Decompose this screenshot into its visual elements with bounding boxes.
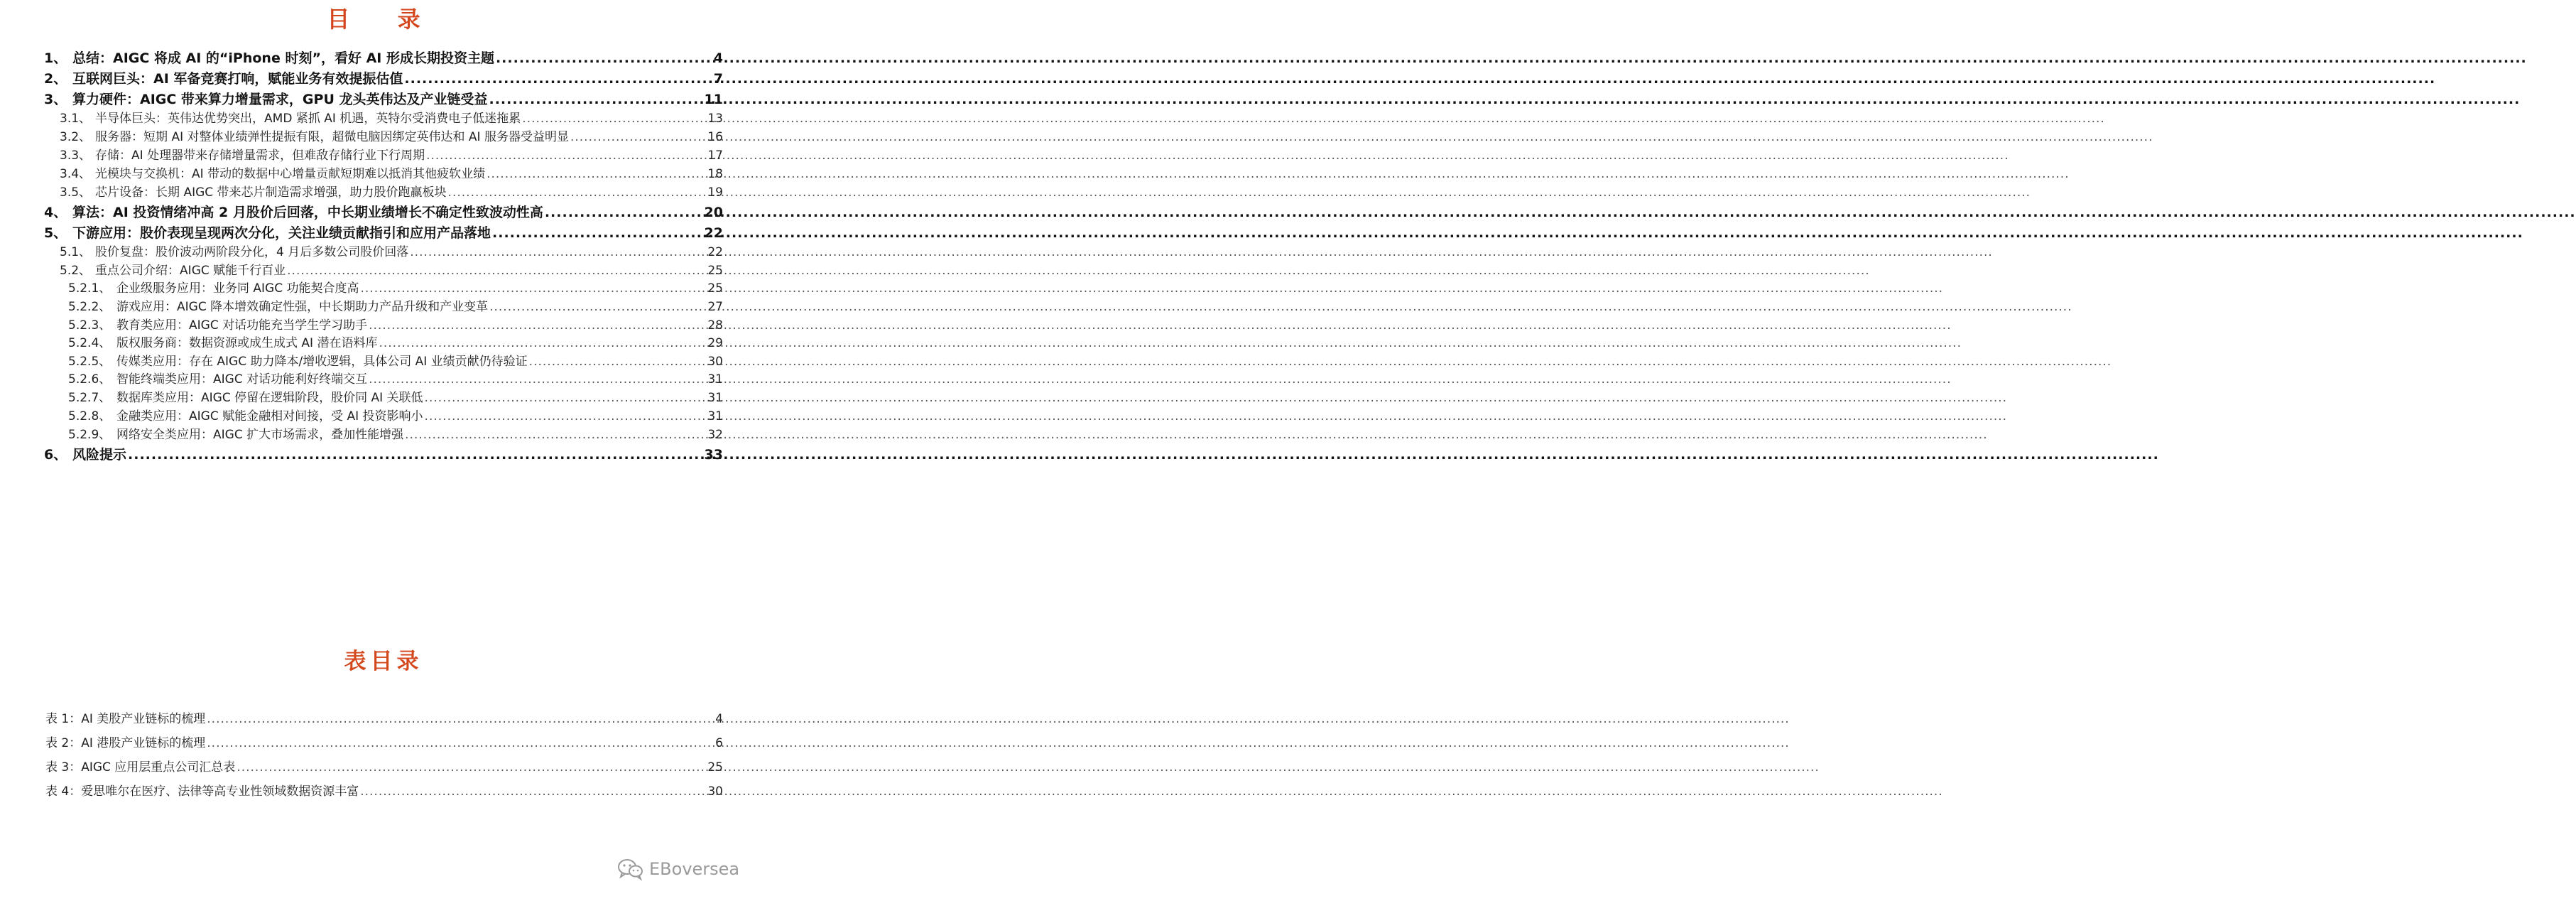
toc-entry-page: 22 [707,245,723,259]
toc-entry-text: 总结：AIGC 将成 AI 的“iPhone 时刻”，看好 AI 形成长期投资主题 [72,50,494,66]
table-entry-label: 表 4：爱思唯尔在医疗、法律等高专业性领域数据资源丰富 [45,784,359,799]
toc-entry-page: 19 [707,185,723,200]
toc-entry-page: 27 [707,300,723,314]
toc-entry-5-2-8[interactable] [68,408,723,425]
toc-entry-5-2-4[interactable] [68,335,723,352]
table-entry-1[interactable] [45,710,723,728]
toc-entry-number: 3.1、 [60,112,92,126]
dot-leader [529,353,707,370]
dot-leader [404,69,712,89]
toc-entry-text: 智能终端类应用：AIGC 对话功能利好终端交互 [116,372,368,387]
dot-leader [425,408,707,425]
dot-leader [207,710,714,728]
toc-entry-text: 网络安全类应用：AIGC 扩大市场需求，叠加性能增强 [116,428,404,442]
table-entry-label: 表 2：AI 港股产业链标的梳理 [45,736,206,750]
toc-entry-3[interactable] [44,90,723,109]
toc-entry-page: 30 [707,355,723,369]
toc-entry-5-2-7[interactable] [68,389,723,406]
toc-entry-page: 32 [707,428,723,442]
toc-title: 目 录 [327,6,440,33]
dot-leader [360,782,706,801]
toc-entry-page: 25 [707,264,723,278]
toc-entry-6[interactable] [44,445,723,465]
table-entry-page: 30 [707,784,723,799]
toc-entry-text: 金融类应用：AIGC 赋能金融相对间接，受 AI 投资影响小 [116,409,423,423]
dot-leader [487,166,706,183]
toc-entry-5-2-5[interactable] [68,353,723,370]
table-entry-page: 4 [715,712,723,726]
toc-entry-5-2-9[interactable] [68,426,723,443]
watermark-text: EBoversea [649,859,740,879]
toc-entry-number: 5.2、 [60,264,92,278]
toc-entry-page: 16 [707,130,723,144]
toc-entry-text: 算法：AI 投资情绪冲高 2 月股价后回落，中长期业绩增长不确定性致波动性高 [72,205,543,220]
toc-entry-page: 31 [707,372,723,387]
toc-entry-3-1[interactable] [60,110,723,127]
table-entry-page: 25 [707,760,723,775]
dot-leader [128,445,703,465]
toc-entry-page: 20 [704,205,723,220]
toc-entry-page: 4 [713,50,723,66]
toc-entry-page: 29 [707,336,723,350]
toc-entry-page: 11 [704,92,723,107]
toc-entry-page: 28 [707,318,723,333]
watermark [616,856,739,882]
dot-leader [570,129,706,146]
toc-entry-number: 3.3、 [60,149,92,163]
dot-leader [207,734,714,752]
table-entry-4[interactable] [45,782,723,801]
toc-entry-number: 5.2.5、 [68,355,112,369]
dot-leader [489,298,706,315]
toc-entry-number: 3.4、 [60,167,92,181]
toc-entry-page: 22 [704,225,723,241]
toc-entry-5[interactable] [44,223,723,243]
dot-leader [425,389,707,406]
toc-entry-text: 股价复盘：股价波动两阶段分化，4 月后多数公司股价回落 [95,245,409,259]
dot-leader [522,110,706,127]
wechat-icon [616,858,645,880]
toc-entry-number: 3.5、 [60,185,92,200]
dot-leader [405,426,706,443]
toc-entry-number: 2、 [44,71,67,87]
dot-leader [496,48,712,68]
toc-entry-number: 5.2.8、 [68,409,112,423]
toc-entry-number: 3、 [44,92,67,107]
dot-leader [410,244,706,261]
toc-entry-text: 算力硬件：AIGC 带来算力增量需求，GPU 龙头英伟达及产业链受益 [72,92,488,107]
toc-entry-5-2-6[interactable] [68,371,723,388]
table-entry-label: 表 3：AIGC 应用层重点公司汇总表 [45,760,236,775]
toc-entry-4[interactable] [44,203,723,222]
table-entry-3[interactable] [45,758,723,777]
toc-entry-page: 13 [707,112,723,126]
toc-entry-1[interactable] [44,48,723,68]
dot-leader [287,262,706,279]
toc-entry-5-1[interactable] [60,244,723,261]
toc-entry-text: 光模块与交换机：AI 带动的数据中心增量贡献短期难以抵消其他疲软业绩 [95,167,486,181]
dot-leader [492,223,703,243]
toc-entry-text: 游戏应用：AIGC 降本增效确定性强，中长期助力产品升级和产业变革 [116,300,489,314]
dot-leader [448,184,707,201]
toc-entry-text: 半导体巨头：英伟达优势突出，AMD 紧抓 AI 机遇，英特尔受消费电子低迷拖累 [95,112,521,126]
toc-entry-text: 存储：AI 处理器带来存储增量需求，但难敌存储行业下行周期 [95,149,425,163]
toc-entry-5-2[interactable] [60,262,723,279]
toc-entry-text: 重点公司介绍：AIGC 赋能千行百业 [95,264,286,278]
toc-entry-page: 17 [707,149,723,163]
toc-entry-text: 互联网巨头：AI 军备竞赛打响，赋能业务有效提振估值 [72,71,403,87]
toc-entry-number: 5.2.6、 [68,372,112,387]
toc-entry-3-4[interactable] [60,166,723,183]
dot-leader [237,758,706,777]
toc-entry-page: 18 [707,167,723,181]
toc-entry-text: 风险提示 [72,447,127,463]
toc-entry-number: 5.2.3、 [68,318,112,333]
toc-entry-number: 1、 [44,50,67,66]
toc-entry-number: 5.2.2、 [68,300,112,314]
toc-entry-text: 数据库类应用：AIGC 停留在逻辑阶段，股价同 AI 关联低 [116,391,423,405]
dot-leader [489,90,703,109]
toc-entry-2[interactable] [44,69,723,89]
toc-entry-3-5[interactable] [60,184,723,201]
table-entry-2[interactable] [45,734,723,752]
toc-entry-text: 芯片设备：长期 AIGC 带来芯片制造需求增强，助力股价跑赢板块 [95,185,447,200]
toc-entry-number: 5.2.9、 [68,428,112,442]
toc-entry-number: 5.2.1、 [68,281,112,296]
toc-entry-page: 33 [704,447,723,463]
toc-entry-3-2[interactable] [60,129,723,146]
toc-entry-page: 31 [707,409,723,423]
toc-entry-page: 7 [713,71,723,87]
table-entry-label: 表 1：AI 美股产业链标的梳理 [45,712,206,726]
toc-entry-text: 企业级服务应用：业务同 AIGC 功能契合度高 [116,281,359,296]
dot-leader [379,335,706,352]
toc-entry-5-2-2[interactable] [68,298,723,315]
toc-entry-number: 4、 [44,205,67,220]
toc-entry-number: 5.1、 [60,245,92,259]
toc-entry-number: 5.2.4、 [68,336,112,350]
toc-entry-5-2-3[interactable] [68,317,723,334]
dot-leader [369,317,706,334]
toc-entry-number: 6、 [44,447,67,463]
toc-entry-5-2-1[interactable] [68,280,723,297]
table-list-title: 表目录 [344,649,423,674]
toc-entry-number: 3.2、 [60,130,92,144]
dot-leader [426,147,706,164]
toc-entry-number: 5、 [44,225,67,241]
toc-entry-page: 31 [707,391,723,405]
dot-leader [361,280,707,297]
toc-entry-text: 版权服务商：数据资源或成生成式 AI 潜在语料库 [116,336,378,350]
toc-entry-number: 5.2.7、 [68,391,112,405]
toc-entry-3-3[interactable] [60,147,723,164]
toc-entry-text: 传媒类应用：存在 AIGC 助力降本/增收逻辑，具体公司 AI 业绩贡献仍待验证 [116,355,528,369]
toc-entry-text: 教育类应用：AIGC 对话功能充当学生学习助手 [116,318,368,333]
dot-leader [369,371,706,388]
toc-entry-page: 25 [707,281,723,296]
toc-entry-text: 下游应用：股价表现呈现两次分化，关注业绩贡献指引和应用产品落地 [72,225,491,241]
dot-leader [545,203,703,222]
toc-entry-text: 服务器：短期 AI 对整体业绩弹性提振有限，超微电脑因绑定英伟达和 AI 服务器受益明显 [95,130,569,144]
table-entry-page: 6 [715,736,723,750]
